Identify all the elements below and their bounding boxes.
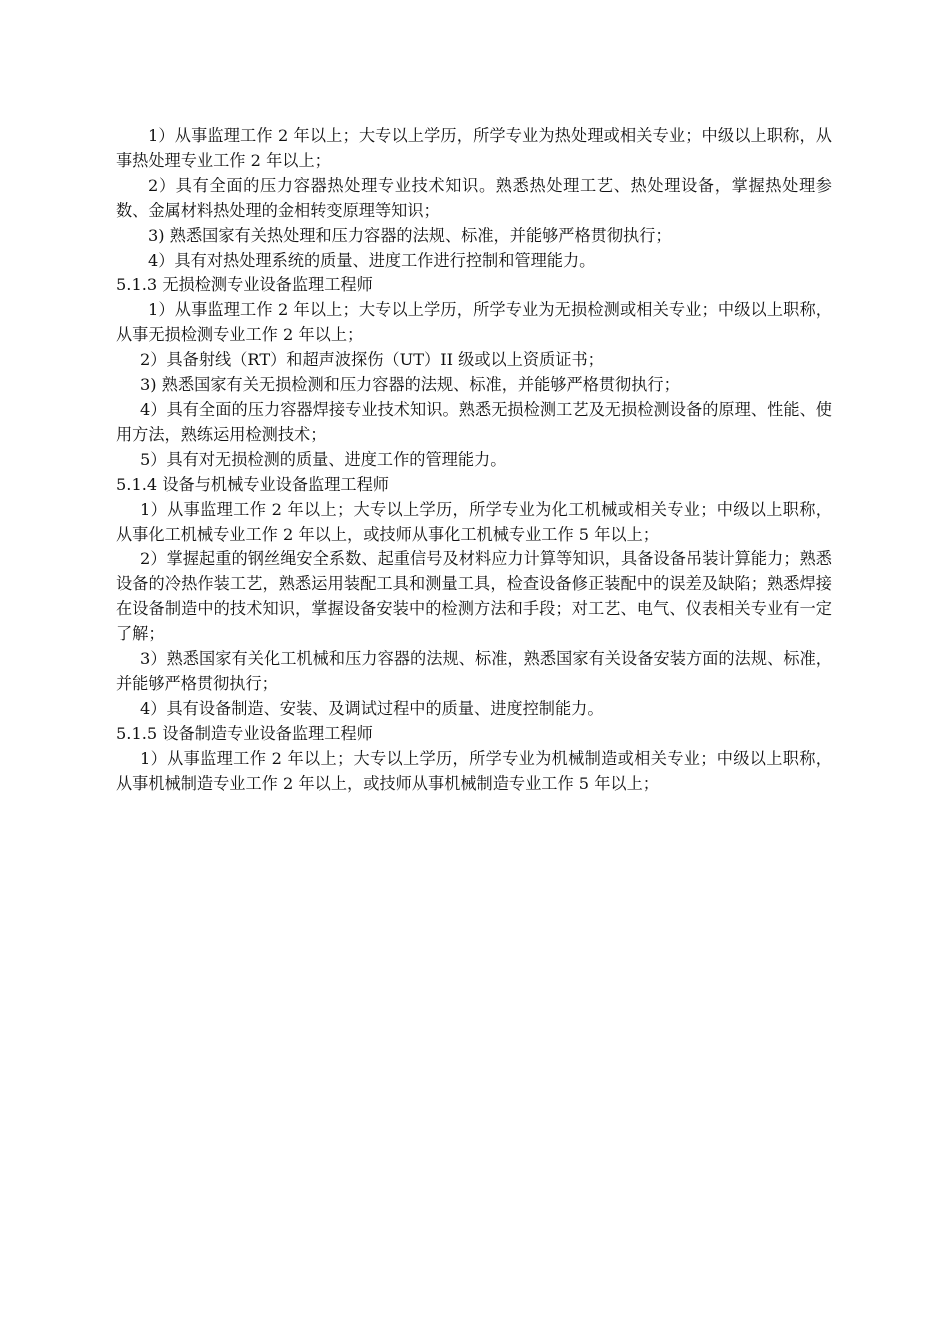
paragraph-ndt-3: 3) 熟悉国家有关无损检测和压力容器的法规、标准，并能够严格贯彻执行； (140, 375, 680, 395)
paragraph-ndt-5: 5）具有对无损检测的质量、进度工作的管理能力。 (140, 449, 507, 469)
paragraph-heat-treatment-4: 4）具有对热处理系统的质量、进度工作进行控制和管理能力。 (148, 250, 596, 270)
paragraph-mech-4: 4）具有设备制造、安装、及调试过程中的质量、进度控制能力。 (140, 698, 604, 718)
paragraph-manufacturing-1: 1）从事监理工作 2 年以上；大专以上学历，所学专业为机械制造或相关专业；中级以上职称，从事机械制造专业工作 2 年以上，或技师从事机械制造专业工作 5 年以上； (116, 748, 832, 793)
document-body (116, 124, 832, 796)
paragraph-mech-3: 3）熟悉国家有关化工机械和压力容器的法规、标准，熟悉国家有关设备安装方面的法规、标准，并能够严格贯彻执行； (116, 649, 832, 693)
section-heading-5-1-3: 5.1.3 无损检测专业设备监理工程师 (116, 275, 373, 295)
section-heading-5-1-5: 5.1.5 设备制造专业设备监理工程师 (116, 723, 373, 743)
paragraph-ndt-4: 4）具有全面的压力容器焊接专业技术知识。熟悉无损检测工艺及无损检测设备的原理、性能、使用方法，熟练运用检测技术； (116, 399, 832, 444)
paragraph-mech-1: 1）从事监理工作 2 年以上；大专以上学历，所学专业为化工机械或相关专业；中级以上职称，从事化工机械专业工作 2 年以上，或技师从事化工机械专业工作 5 年以上； (116, 499, 832, 544)
section-heading-5-1-4: 5.1.4 设备与机械专业设备监理工程师 (116, 474, 389, 494)
paragraph-ndt-1: 1）从事监理工作 2 年以上；大专以上学历，所学专业为无损检测或相关专业；中级以上职称，从事无损检测专业工作 2 年以上； (116, 300, 832, 345)
paragraph-ndt-2: 2）具备射线（RT）和超声波探伤（UT）II 级或以上资质证书； (140, 350, 604, 370)
paragraph-heat-treatment-3: 3) 熟悉国家有关热处理和压力容器的法规、标准，并能够严格贯彻执行； (148, 225, 672, 245)
paragraph-mech-2: 2）掌握起重的钢丝绳安全系数、起重信号及材料应力计算等知识，具备设备吊装计算能力；熟悉设备的冷热作装工艺，熟悉运用装配工具和测量工具，检查设备修正装配中的误差及缺陷；熟悉焊接在设备制造中的技术知识，掌握设备安装中的检测方法和手段；对工艺、电气、仪表相关专业有一定了解； (116, 549, 832, 644)
paragraph-heat-treatment-1: 1）从事监理工作 2 年以上；大专以上学历，所学专业为热处理或相关专业；中级以上职称，从事热处理专业工作 2 年以上； (116, 126, 832, 170)
paragraph-heat-treatment-2: 2）具有全面的压力容器热处理专业技术知识。熟悉热处理工艺、热处理设备，掌握热处理参数、金属材料热处理的金相转变原理等知识； (116, 175, 832, 220)
